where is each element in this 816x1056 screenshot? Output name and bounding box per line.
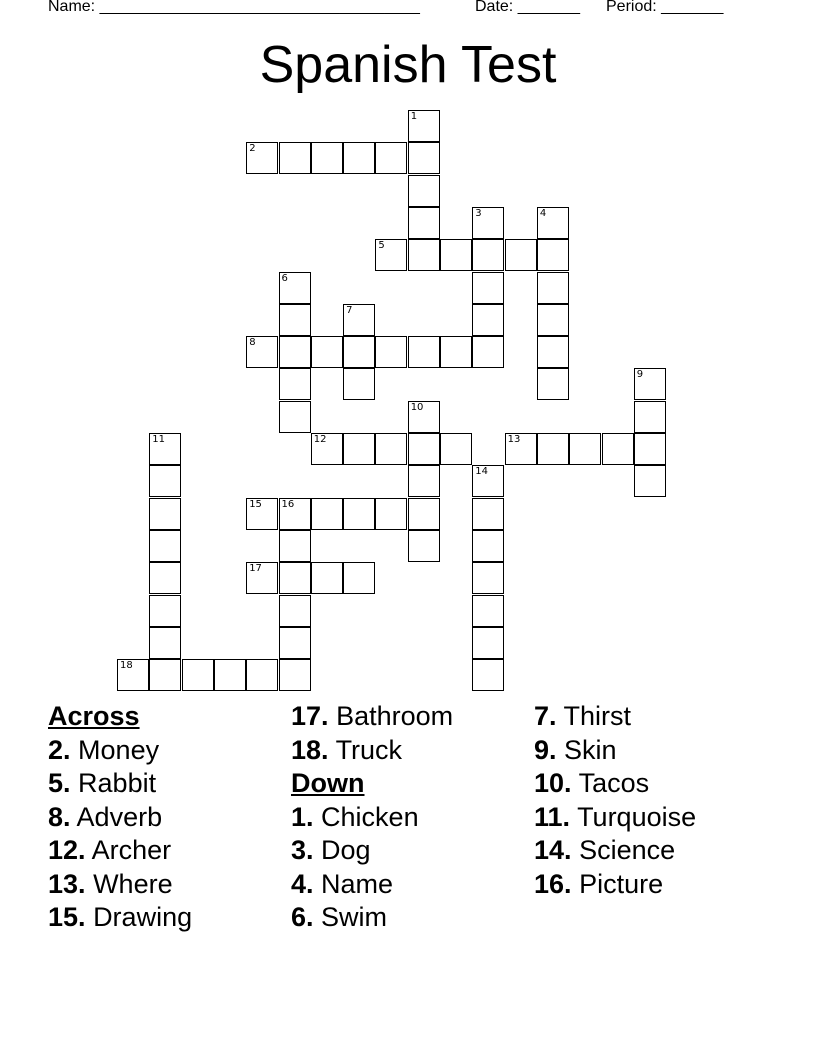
crossword-cell[interactable] (408, 142, 440, 174)
crossword-cell[interactable] (279, 368, 311, 400)
crossword-cell[interactable] (343, 498, 375, 530)
clue-number: 11 (152, 434, 166, 445)
clue-number: 3 (475, 207, 482, 219)
crossword-cell[interactable] (472, 627, 504, 659)
crossword-cell[interactable] (505, 239, 537, 271)
crossword-cell[interactable] (634, 401, 666, 433)
crossword-cell[interactable] (472, 530, 504, 562)
crossword-cell[interactable] (279, 142, 311, 174)
clue-down-14: 14. Science (534, 835, 676, 865)
crossword-cell[interactable] (472, 562, 504, 594)
clue-across-13: 13. Where (48, 868, 173, 899)
crossword-cell[interactable] (311, 562, 343, 594)
crossword-cell[interactable] (634, 465, 666, 497)
crossword-cell[interactable] (343, 142, 375, 174)
crossword-cell[interactable] (343, 304, 375, 336)
crossword-cell[interactable] (408, 207, 440, 239)
clue-across-18: 18. Truck (291, 734, 403, 765)
crossword-cell[interactable] (246, 498, 278, 530)
crossword-cell[interactable] (343, 433, 375, 465)
clue-across-17: 17. Bathroom (291, 701, 454, 731)
crossword-cell[interactable] (149, 659, 181, 691)
clue-across-15: 15. Drawing (48, 902, 193, 932)
clue-number: 6 (281, 272, 288, 284)
crossword-cell[interactable] (149, 627, 181, 659)
page-title: Spanish Test (259, 36, 557, 94)
crossword-cell[interactable] (246, 336, 278, 368)
crossword-cell[interactable] (472, 272, 504, 304)
crossword-cell[interactable] (279, 595, 311, 627)
crossword-cell[interactable] (472, 465, 504, 497)
clue-number: 2 (249, 143, 256, 155)
crossword-cell[interactable] (182, 659, 214, 691)
clues-column-1 (48, 700, 293, 935)
clue-number: 7 (346, 304, 353, 316)
crossword-cell[interactable] (472, 336, 504, 368)
clue-number: 5 (378, 240, 385, 252)
crossword-cell[interactable] (408, 175, 440, 207)
crossword-cell[interactable] (569, 433, 601, 465)
clue-number: 16 (281, 498, 295, 510)
crossword-cell[interactable] (343, 562, 375, 594)
crossword-cell[interactable] (375, 433, 407, 465)
crossword-cell[interactable] (311, 336, 343, 368)
crossword-cell[interactable] (472, 304, 504, 336)
crossword-cell[interactable] (246, 659, 278, 691)
clue-across-12: 12. Archer (48, 835, 172, 865)
crossword-cell[interactable] (472, 239, 504, 271)
crossword-cell[interactable] (279, 659, 311, 691)
crossword-cell[interactable] (279, 498, 311, 530)
clue-number: 1 (410, 111, 418, 122)
crossword-cell[interactable] (279, 304, 311, 336)
clue-number: 14 (475, 466, 489, 478)
crossword-cell[interactable] (408, 336, 440, 368)
crossword-cell[interactable] (634, 433, 666, 465)
across-heading: Across (48, 701, 140, 731)
clue-down-1: 1. Chicken (291, 801, 419, 832)
clue-number: 13 (507, 434, 521, 445)
crossword-cell[interactable] (117, 659, 149, 691)
crossword-cell[interactable] (375, 336, 407, 368)
crossword-cell[interactable] (149, 595, 181, 627)
clue-down-3: 3. Dog (291, 835, 371, 865)
crossword-cell[interactable] (246, 562, 278, 594)
clue-down-4: 4. Name (291, 868, 394, 899)
crossword-cell[interactable] (246, 142, 278, 174)
crossword-cell[interactable] (505, 433, 537, 465)
clue-number: 15 (249, 498, 262, 510)
crossword-cell[interactable] (537, 304, 569, 336)
crossword-cell[interactable] (375, 142, 407, 174)
crossword-cell[interactable] (408, 530, 440, 562)
clue-across-2: 2. Money (48, 734, 160, 765)
crossword-cell[interactable] (279, 530, 311, 562)
crossword-cell[interactable] (537, 207, 569, 239)
crossword-cell[interactable] (279, 272, 311, 304)
clues-column-2 (291, 700, 536, 935)
crossword-cell[interactable] (408, 401, 440, 433)
clue-down-10: 10. Tacos (534, 768, 650, 798)
crossword-cell[interactable] (537, 272, 569, 304)
clue-number: 9 (636, 369, 644, 381)
crossword-cell[interactable] (440, 433, 472, 465)
crossword-cell[interactable] (408, 465, 440, 497)
crossword-cell[interactable] (311, 433, 343, 465)
clue-down-16: 16. Picture (534, 868, 664, 899)
clue-number: 17 (249, 563, 262, 575)
crossword-cell[interactable] (375, 239, 407, 271)
crossword-cell[interactable] (279, 401, 311, 433)
crossword-cell[interactable] (311, 142, 343, 174)
crossword-cell[interactable] (408, 110, 440, 142)
clue-down-6: 6. Swim (291, 902, 388, 932)
crossword-cell[interactable] (408, 498, 440, 530)
crossword-cell[interactable] (149, 465, 181, 497)
crossword-cell[interactable] (634, 368, 666, 400)
crossword-cell[interactable] (440, 336, 472, 368)
clue-number: 10 (410, 401, 424, 413)
date-field[interactable]: Date: _______ (475, 0, 580, 15)
crossword-cell[interactable] (408, 239, 440, 271)
crossword-cell[interactable] (149, 498, 181, 530)
crossword-cell[interactable] (279, 562, 311, 594)
down-heading: Down (291, 768, 365, 798)
crossword-cell[interactable] (440, 239, 472, 271)
clue-number: 12 (313, 434, 327, 445)
clue-number: 18 (120, 660, 133, 672)
crossword-cell[interactable] (537, 433, 569, 465)
clue-down-7: 7. Thirst (534, 701, 632, 731)
crossword-cell[interactable] (343, 336, 375, 368)
crossword-cell[interactable] (311, 498, 343, 530)
crossword-cell[interactable] (343, 368, 375, 400)
crossword-cell[interactable] (149, 530, 181, 562)
crossword-cell[interactable] (472, 207, 504, 239)
crossword-cell[interactable] (149, 562, 181, 594)
crossword-cell[interactable] (408, 433, 440, 465)
crossword-cell[interactable] (602, 433, 634, 465)
crossword-cell[interactable] (537, 336, 569, 368)
clue-down-11: 11. Turquoise (534, 801, 697, 832)
clue-across-8: 8. Adverb (48, 801, 163, 832)
crossword-cell[interactable] (279, 627, 311, 659)
crossword-cell[interactable] (149, 433, 181, 465)
clue-number: 8 (249, 337, 256, 349)
crossword-cell[interactable] (472, 595, 504, 627)
clues-column-3 (534, 700, 779, 901)
name-field[interactable]: Name: ____________________________________ (48, 0, 420, 15)
crossword-cell[interactable] (472, 659, 504, 691)
crossword-cell[interactable] (472, 498, 504, 530)
clue-number: 4 (539, 207, 547, 219)
crossword-cell[interactable] (214, 659, 246, 691)
crossword-cell[interactable] (279, 336, 311, 368)
crossword-cell[interactable] (375, 498, 407, 530)
clue-down-9: 9. Skin (534, 734, 617, 765)
crossword-cell[interactable] (537, 368, 569, 400)
period-field[interactable]: Period: _______ (606, 0, 724, 15)
crossword-cell[interactable] (537, 239, 569, 271)
clue-across-5: 5. Rabbit (48, 768, 157, 798)
